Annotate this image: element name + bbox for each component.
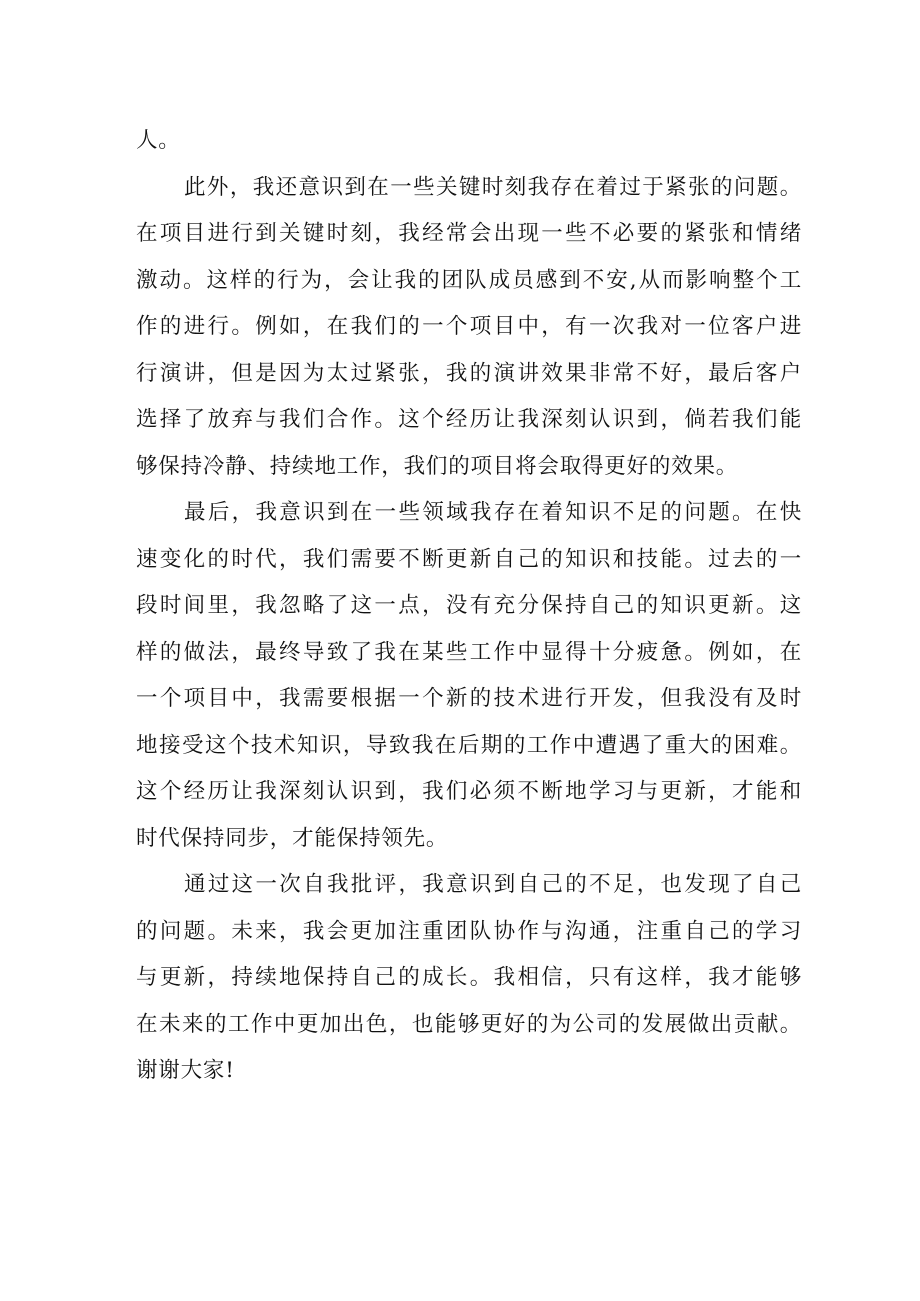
text-line: 样的做法，最终导致了我在某些工作中显得十分疲惫。例如，在: [136, 639, 802, 665]
text-line: 选择了放弃与我们合作。这个经历让我深刻认识到，倘若我们能: [136, 407, 802, 432]
text-line: 够保持冷静、持续地工作，我们的项目将会取得更好的效果。: [136, 453, 739, 479]
text-line: 与更新，持续地保持自己的成长。我相信，只有这样，我才能够: [136, 965, 802, 990]
document-body: [136, 118, 802, 1095]
text-line: 的问题。未来，我会更加注重团队协作与沟通，注重自己的学习: [136, 918, 802, 944]
text-line: 激动。这样的行为，会让我的团队成员感到不安,从而影响整个工: [136, 267, 802, 293]
paragraph-start-line: 最后，我意识到在一些领域我存在着知识不足的问题。在快: [184, 500, 802, 525]
text-line: 行演讲，但是因为太过紧张，我的演讲效果非常不好，最后客户: [136, 360, 802, 386]
text-line: 这个经历让我深刻认识到，我们必须不断地学习与更新，才能和: [136, 779, 802, 804]
text-line: 时代保持同步，才能保持领先。: [136, 825, 449, 851]
text-line: 作的进行。例如，在我们的一个项目中，有一次我对一位客户进: [136, 314, 802, 339]
text-line: 速变化的时代，我们需要不断更新自己的知识和技能。过去的一: [136, 546, 802, 572]
text-line: 人。: [136, 128, 181, 153]
paragraph-start-line: 此外，我还意识到在一些关键时刻我存在着过于紧张的问题。: [184, 174, 802, 200]
text-line: 地接受这个技术知识，导致我在后期的工作中遭遇了重大的困难。: [136, 732, 802, 758]
text-line: 谢谢大家!: [136, 1058, 235, 1083]
text-line: 在未来的工作中更加出色，也能够更好的为公司的发展做出贡献。: [136, 1011, 802, 1037]
text-line: 段时间里，我忽略了这一点，没有充分保持自己的知识更新。这: [136, 593, 802, 618]
text-line: 一个项目中，我需要根据一个新的技术进行开发，但我没有及时: [136, 686, 802, 711]
paragraph-start-line: 通过这一次自我批评，我意识到自己的不足，也发现了自己: [184, 872, 802, 897]
text-line: 在项目进行到关键时刻，我经常会出现一些不必要的紧张和情绪: [136, 221, 802, 246]
